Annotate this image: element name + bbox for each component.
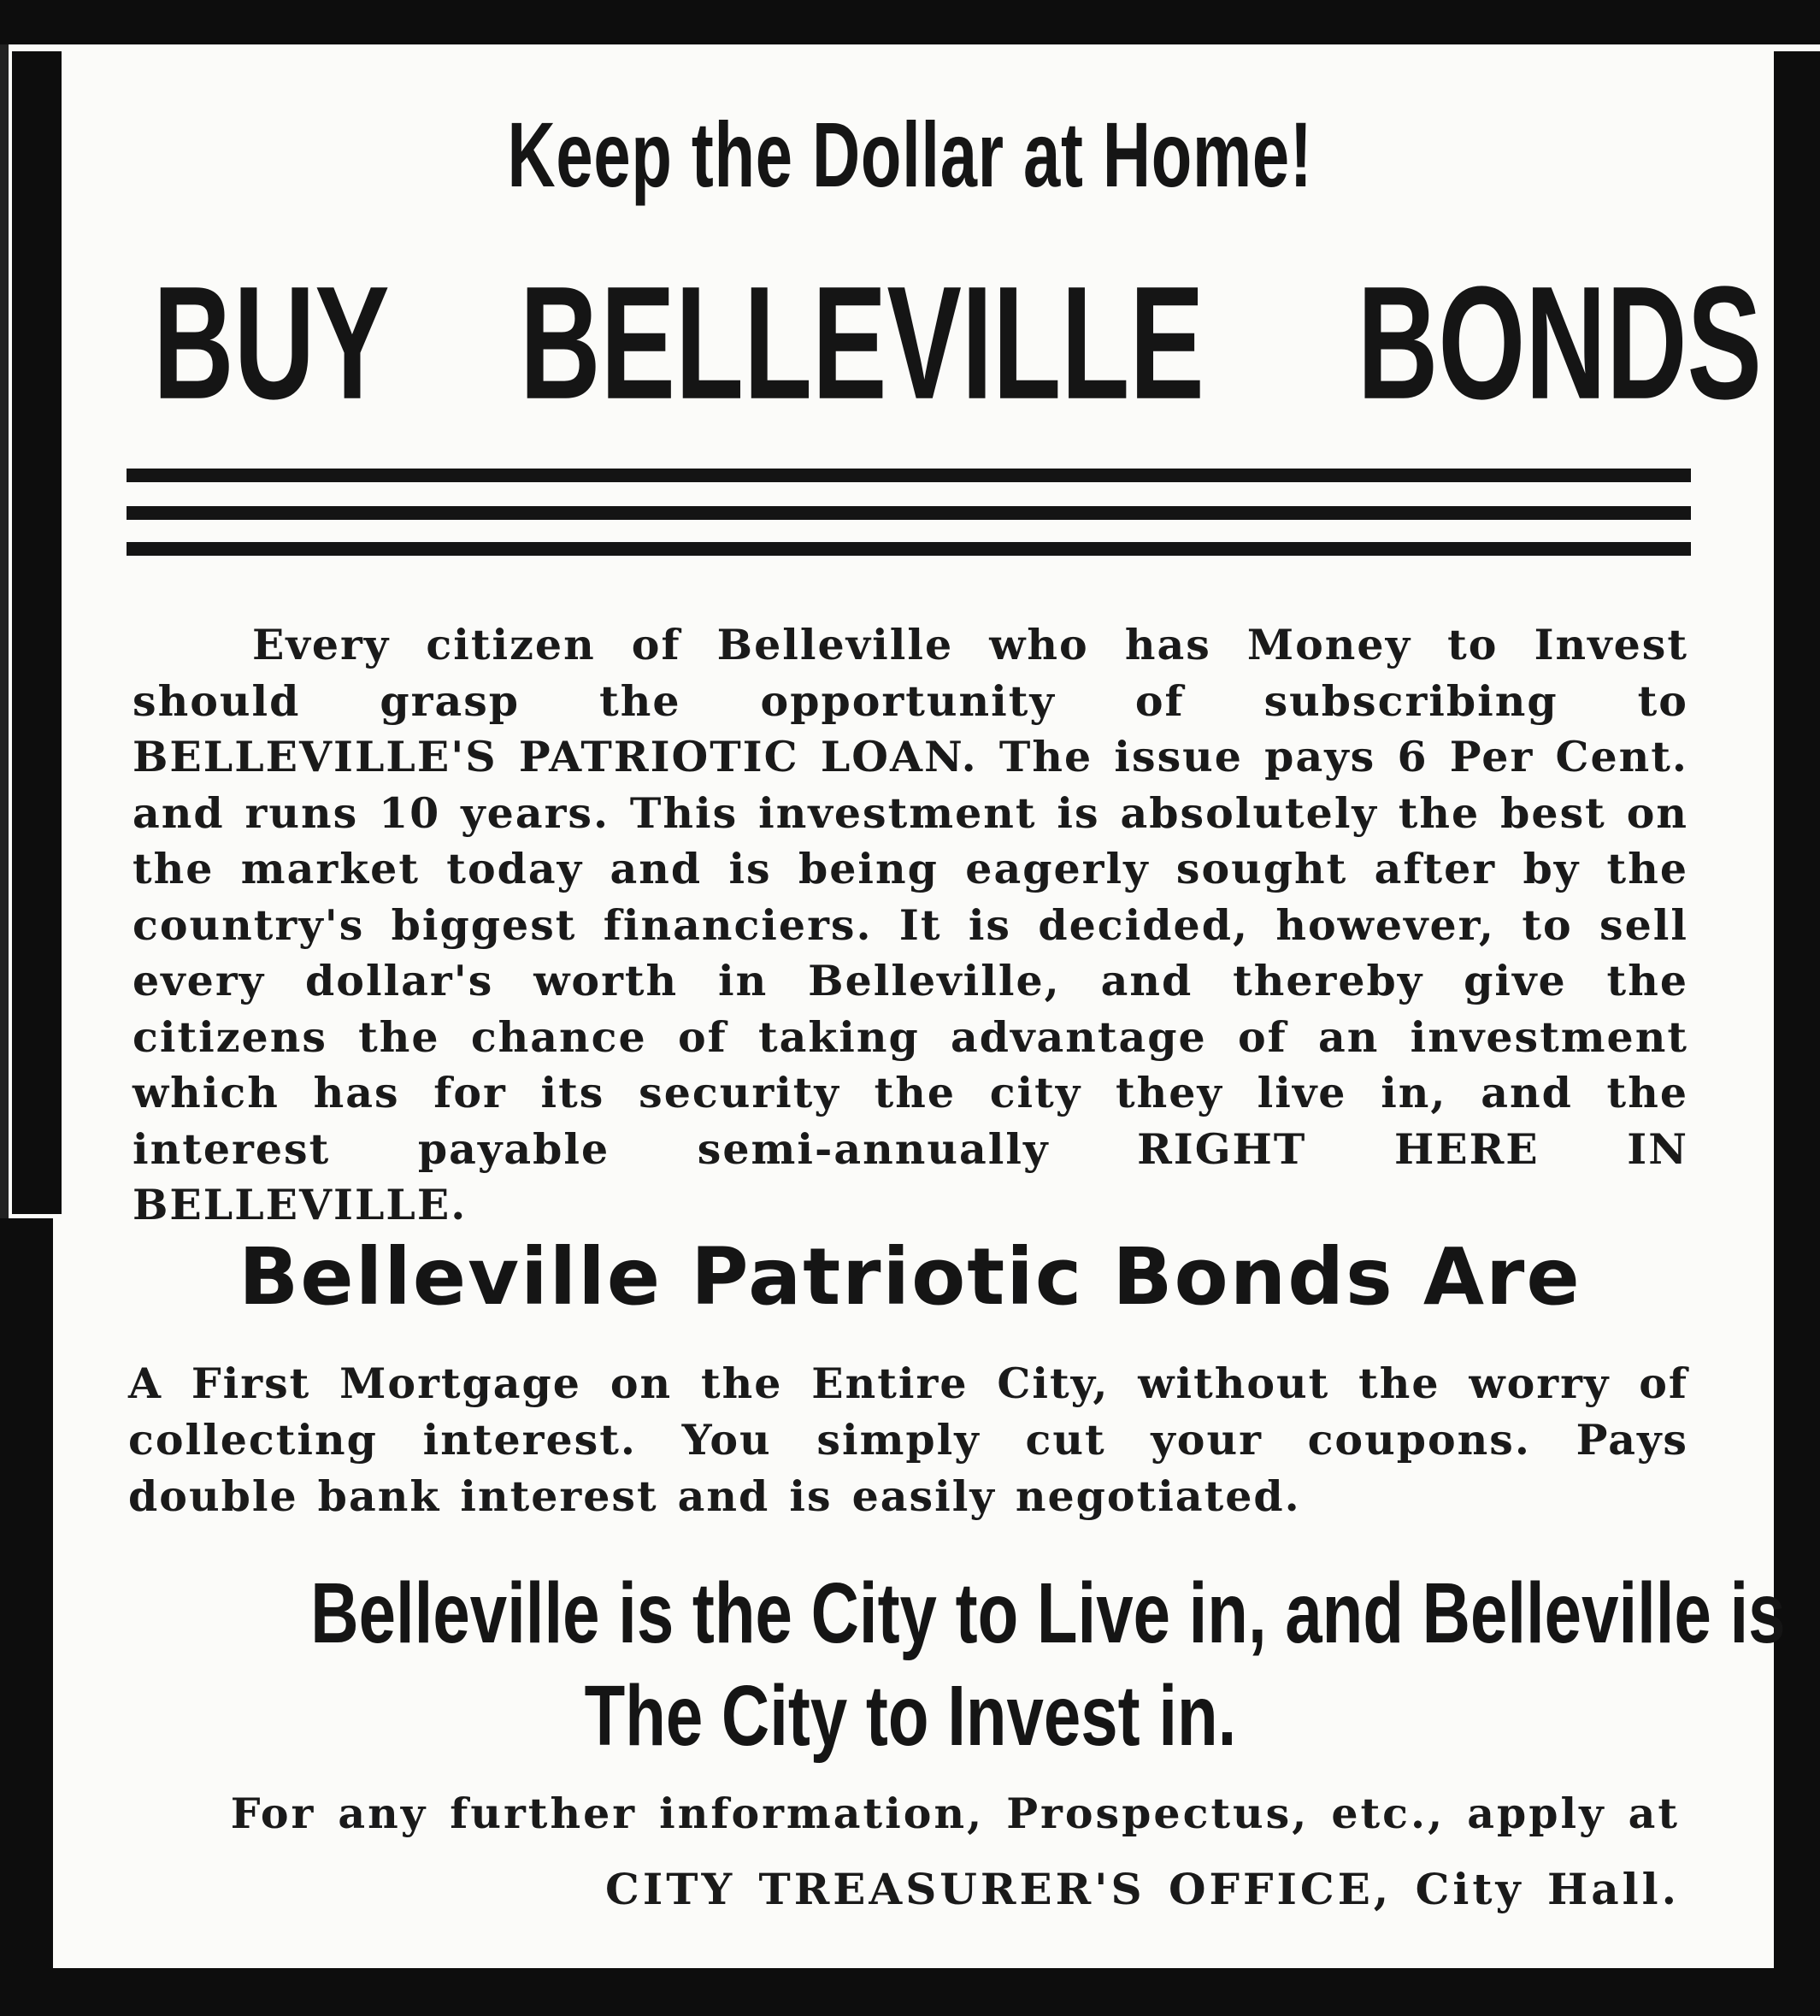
contact-line-2: CITY TREASURER'S OFFICE, City Hall. — [605, 1864, 1680, 1914]
frame-bar-bottom — [0, 1968, 1820, 2016]
frame-bar-left-upper — [12, 51, 62, 1214]
divider-rule — [127, 469, 1691, 482]
frame-bar-top — [0, 0, 1820, 44]
headline-big-word: BONDS — [1358, 252, 1763, 433]
divider-rule — [127, 506, 1691, 520]
sub-heading: Belleville Patriotic Bonds Are — [239, 1231, 1581, 1323]
slogan-line-2 — [103, 1667, 1718, 1765]
slogan-text-1: Belleville is the City to Live in, and Belleville is — [310, 1565, 1786, 1661]
headline-big — [120, 252, 1763, 433]
slogan-line-1 — [103, 1565, 1786, 1663]
contact-line-1: For any further information, Prospectus, etc., apply at — [230, 1789, 1680, 1838]
headline-big-word: BUY — [153, 252, 390, 433]
frame-bar-right — [1774, 51, 1820, 1971]
benefits-paragraph: A First Mortgage on the Entire City, without the worry of collecting interest. You simply cut your coupons. Pays double bank interest and is easily negotiated. — [128, 1359, 1688, 1521]
body-paragraph: Every citizen of Belleville who has Money to Invest should grasp the opportunity of subscribing to BELLEVILLE'S PATRIOTIC LOAN. The issue pays 6 Per Cent. and runs 10 years. This investment is absolutely the best on the market today and is being eagerly sought after by the country's biggest financiers. It is decided, however, to sell every dollar's worth in Belleville, and thereby give the citizens the chance of taking advantage of an investment which has for its security the city they live in, and the interest payable semi-annually RIGHT HERE IN BELLEVILLE. — [133, 620, 1688, 1229]
slogan-text-2: The City to Invest in. — [584, 1668, 1237, 1764]
headline-big-word: BELLEVILLE — [519, 252, 1204, 433]
frame-bar-left-lower — [0, 1218, 53, 1971]
headline-small: Keep the Dollar at Home! — [507, 103, 1313, 206]
divider-rule — [127, 542, 1691, 556]
